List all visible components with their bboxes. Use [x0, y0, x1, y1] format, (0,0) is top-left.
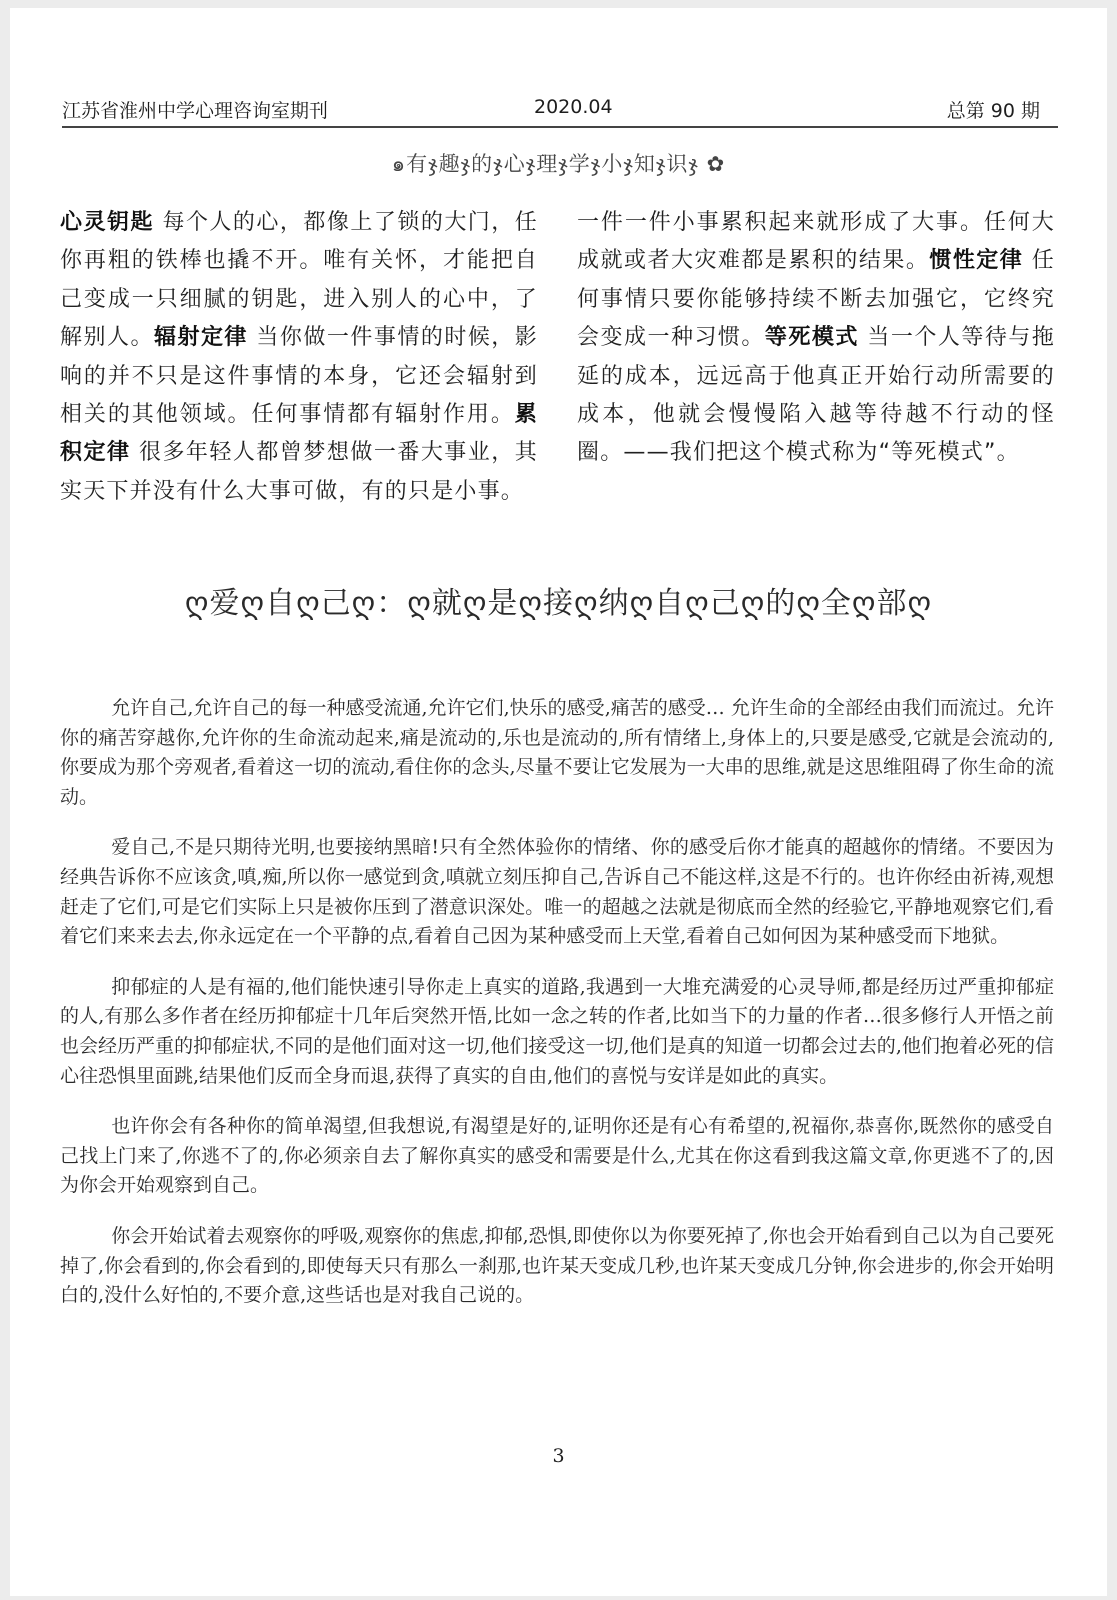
article-paragraph: 允许自己,允许自己的每一种感受流通,允许它们,快乐的感受,痛苦的感受… 允许生命的全部经由我们而流过。允许你的痛苦穿越你,允许你的生命流动起来,痛是流动的,乐也是流动的,所有情绪上,身体上的,只要是感受,它就是会流动的,你要成为那个旁观者,看着这一切的流动,看住你的念头,尽量不要让它发展为一大串的思维,就是这思维阻碍了你生命的流动。 — [60, 697, 1054, 808]
issue-date: 2020.04 — [534, 96, 613, 118]
section-title: ๑有ჯ趣ჯ的ჯ心ჯ理ჯ学ჯ小ჯ知ჯ识ჯ ✿ — [391, 152, 726, 176]
term-accumulation-law: 累积定律 — [60, 402, 538, 466]
journal-name: 江苏省淮州中学心理咨询室期刊 — [62, 100, 329, 122]
term-text: 当你做一件事情的时候，影响的并不只是这件事情的本身，它还会辐射到相关的其他领域。任何事情都有辐射作用。 — [60, 325, 538, 428]
article-paragraph: 你会开始试着去观察你的呼吸,观察你的焦虑,抑郁,恐惧,即使你以为你要死掉了,你也会开始看到自己以为自己要死掉了,你会看到的,你会看到的,即使每天只有那么一刹那,也许某天变成几秒,也许某天变成几分钟,你会进步的,你会开始明白的,没什么好怕的,不要介意,这些话也是对我自己说的。 — [60, 1224, 1054, 1307]
page-header — [62, 90, 1058, 128]
term-text: 每个人的心，都像上了锁的大门，任你再粗的铁棒也撬不开。唯有关怀，才能把自己变成一只细腻的钥匙，进入别人的心中，了解别人。 — [60, 210, 538, 351]
term-text: 很多年轻人都曾梦想做一番大事业，其实天下并没有什么大事可做，有的只是小事。 — [60, 440, 538, 504]
term-heart-key: 心灵钥匙 — [60, 210, 154, 235]
magazine-page — [10, 8, 1107, 1596]
term-waiting-mode: 等死模式 — [764, 325, 859, 351]
article-paragraph: 抑郁症的人是有福的,他们能快速引导你走上真实的道路,我遇到一大堆充满爱的心灵导师,都是经历过严重抑郁症的人,有那么多作者在经历抑郁症十几年后突然开悟,比如一念之转的作者,比如当下的力量的作者…很多修行人开悟之前也会经历严重的抑郁症状,不同的是他们面对这一切,他们接受这一切,他们是真的知道一切都会过去的,他们抱着必死的信心往恐惧里面跳,结果他们反而全身而退,获得了真实的自由,他们的喜悦与安详是如此的真实。 — [60, 975, 1054, 1087]
knowledge-column-right — [577, 204, 1055, 473]
term-text: 当一个人等待与拖延的成本，远远高于他真正开始行动所需要的成本，他就会慢慢陷入越等待越不行动的怪圈。——我们把这个模式称为“等死模式”。 — [577, 325, 1055, 466]
term-radiation-law: 辐射定律 — [153, 325, 248, 351]
article-paragraph: 爱自己,不是只期待光明,也要接纳黑暗!只有全然体验你的情绪、你的感受后你才能真的超越你的情绪。不要因为经典告诉你不应该贪,嗔,痴,所以你一感觉到贪,嗔就立刻压抑自己,告诉自己不能这样,这是不行的。也许你经由祈祷,观想赶走了它们,可是它们实际上只是被你压到了潜意识深处。唯一的超越之法就是彻底而全然的经验它,平静地观察它们,看着它们来来去去,你永远定在一个平静的点,看着自己因为某种感受而上天堂,看着自己如何因为某种感受而下地狱。 — [60, 836, 1054, 948]
knowledge-column-left — [60, 204, 538, 511]
term-text: 任何事情只要你能够持续不断去加强它，它终究会变成一种习惯。 — [577, 248, 1055, 351]
article-title: ღ爱ღ自ღ己ღ：ღ就ღ是ღ接ღ纳ღ自ღ己ღ的ღ全ღ部ღ — [184, 586, 933, 621]
issue-number: 总第 90 期 — [946, 100, 1040, 122]
term-text: 一件一件小事累积起来就形成了大事。任何大成就或者大灾难都是累积的结果。 — [577, 210, 1055, 274]
article-paragraph: 也许你会有各种你的简单渴望,但我想说,有渴望是好的,证明你还是有心有希望的,祝福你,恭喜你,既然你的感受自己找上门来了,你逃不了的,你必须亲自去了解你真实的感受和需要是什么,尤其在你这看到我这篇文章,你更逃不了的,因为你会开始观察到自己。 — [60, 1115, 1054, 1197]
page-number: 3 — [552, 1445, 565, 1467]
term-inertia-law: 惯性定律 — [929, 248, 1024, 274]
article-body — [60, 694, 1054, 1332]
